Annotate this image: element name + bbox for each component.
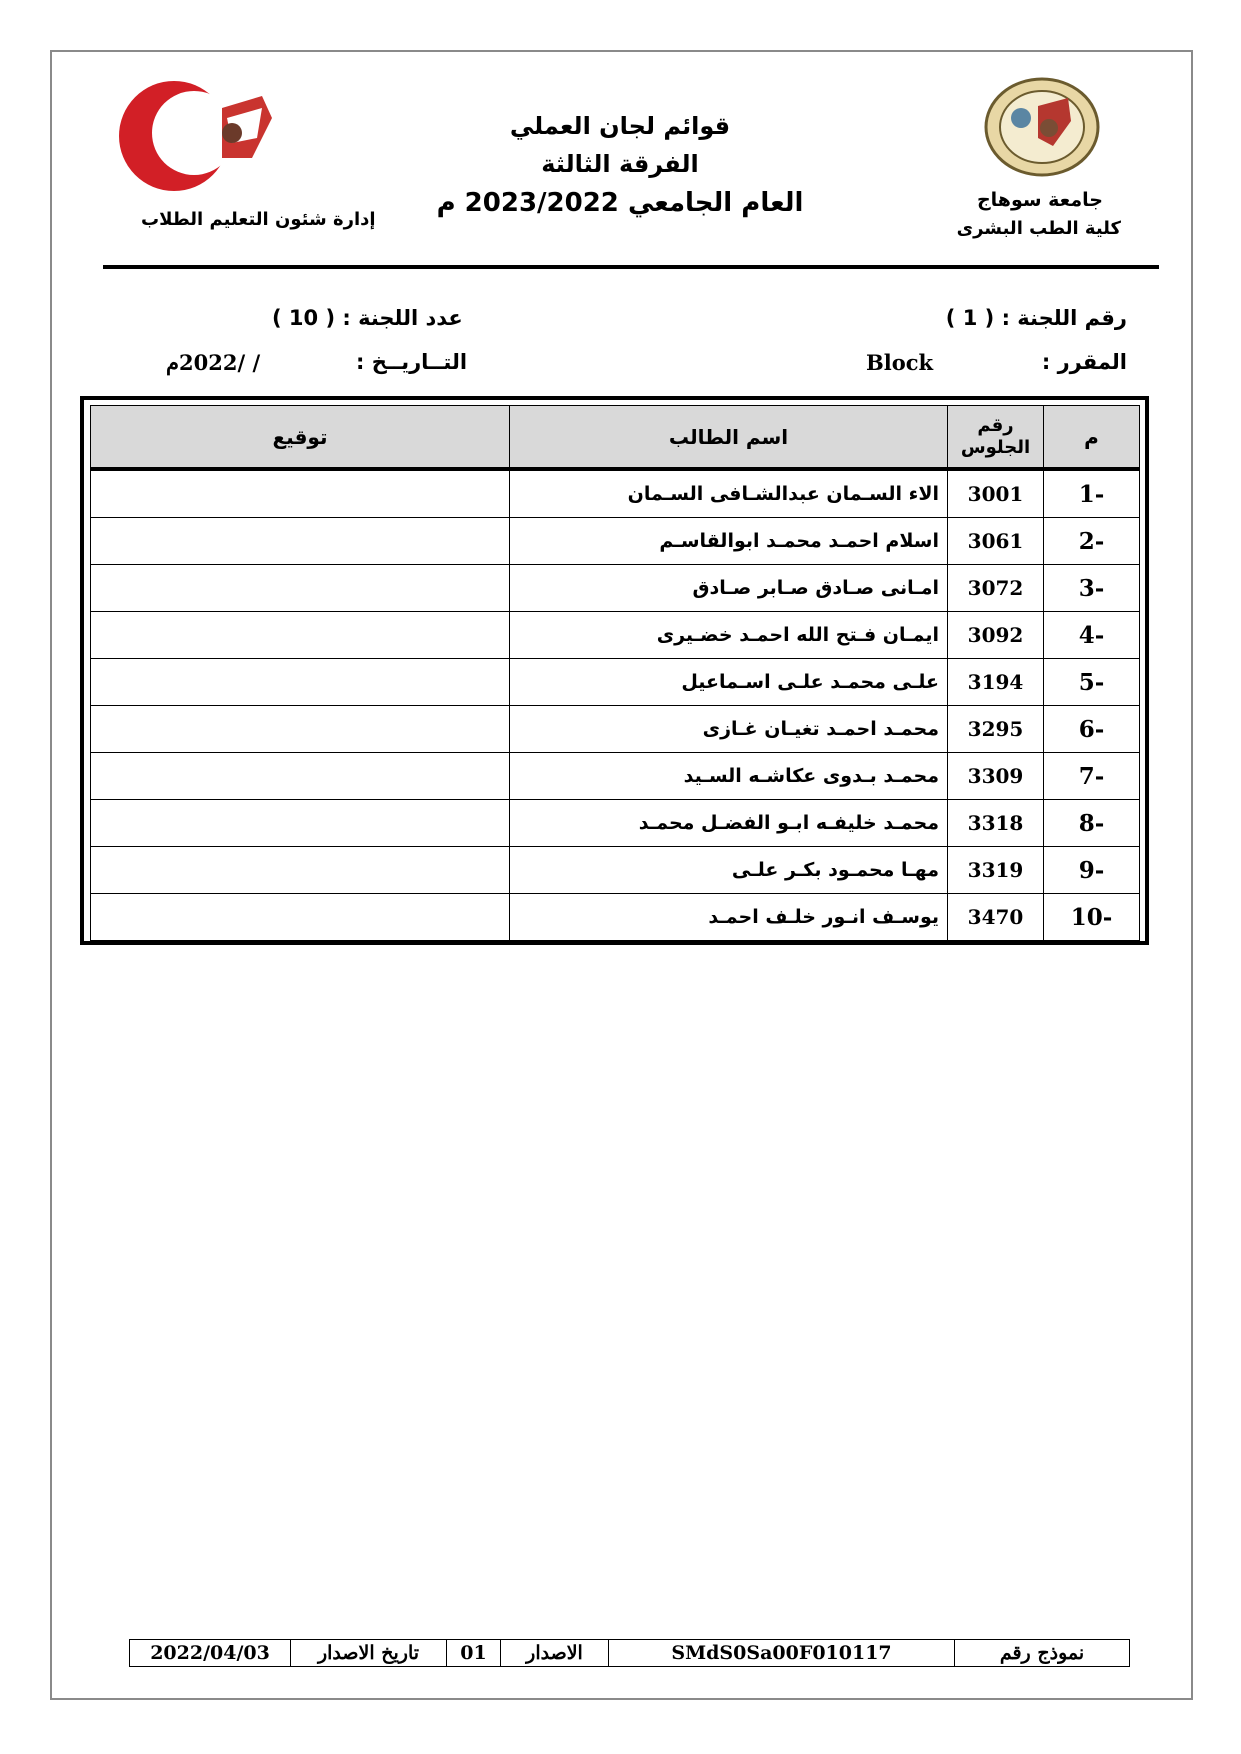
- course-value: Block: [866, 350, 934, 375]
- row-signature-cell[interactable]: [91, 518, 510, 565]
- academic-year: العام الجامعي 2023/2022 م: [436, 188, 804, 218]
- document-title: قوائم لجان العملي: [509, 112, 731, 140]
- row-student-name: يوسـف انـور خلـف احمـد: [510, 894, 948, 941]
- table-row: [91, 753, 1140, 800]
- table-row: [91, 894, 1140, 941]
- version-value: 01: [446, 1640, 500, 1666]
- col-header-name: اسم الطالب: [510, 406, 948, 470]
- row-seat-number: 3295: [948, 706, 1044, 753]
- date-value: / /2022م: [166, 350, 261, 375]
- version-label: الاصدار: [500, 1640, 608, 1666]
- course-label: المقرر :: [1041, 350, 1127, 374]
- university-seal-logo: [983, 76, 1101, 178]
- row-index: -5: [1044, 659, 1140, 706]
- row-signature-cell[interactable]: [91, 753, 510, 800]
- committee-number: رقم اللجنة : ( 1 ): [945, 306, 1127, 330]
- table-row: [91, 659, 1140, 706]
- row-index: -2: [1044, 518, 1140, 565]
- row-seat-number: 3309: [948, 753, 1044, 800]
- table-row: [91, 706, 1140, 753]
- table-row: [91, 469, 1140, 518]
- row-signature-cell[interactable]: [91, 659, 510, 706]
- row-student-name: امـانى صـادق صـابر صـادق: [510, 565, 948, 612]
- row-index: -4: [1044, 612, 1140, 659]
- col-header-index: م: [1044, 406, 1140, 470]
- row-index: -6: [1044, 706, 1140, 753]
- row-seat-number: 3470: [948, 894, 1044, 941]
- university-name: جامعة سوهاج: [976, 189, 1103, 211]
- table-row: [91, 847, 1140, 894]
- row-signature-cell[interactable]: [91, 565, 510, 612]
- row-signature-cell[interactable]: [91, 612, 510, 659]
- document-subtitle: الفرقة الثالثة: [541, 150, 699, 178]
- table-row: [91, 565, 1140, 612]
- header-divider: [103, 265, 1159, 269]
- row-student-name: محمـد بـدوى عكاشـه السـيد: [510, 753, 948, 800]
- committee-count: عدد اللجنة : ( 10 ): [272, 306, 463, 330]
- row-signature-cell[interactable]: [91, 800, 510, 847]
- row-index: -8: [1044, 800, 1140, 847]
- row-signature-cell[interactable]: [91, 847, 510, 894]
- issue-date-value: 2022/04/03: [150, 1642, 270, 1664]
- col-header-signature: توقيع: [91, 406, 510, 470]
- row-index: -10: [1044, 894, 1140, 941]
- table-row: [91, 518, 1140, 565]
- faculty-name: كلية الطب البشرى: [956, 218, 1121, 239]
- document-footer: [129, 1639, 1130, 1667]
- row-seat-number: 3092: [948, 612, 1044, 659]
- row-student-name: ايمـان فـتح الله احمـد خضـيرى: [510, 612, 948, 659]
- row-student-name: محمـد احمـد تغيـان غـازى: [510, 706, 948, 753]
- committee-table: [80, 396, 1149, 945]
- col-header-seat: رقم الجلوس: [948, 406, 1044, 470]
- row-signature-cell[interactable]: [91, 706, 510, 753]
- row-student-name: مهـا محمـود بكـر علـى: [510, 847, 948, 894]
- row-seat-number: 3318: [948, 800, 1044, 847]
- form-no-label: نموذج رقم: [954, 1640, 1129, 1666]
- row-index: -3: [1044, 565, 1140, 612]
- row-student-name: الاء السـمان عبدالشـافى السـمان: [510, 469, 948, 518]
- date-label: التــاريــخ :: [356, 350, 468, 374]
- row-index: -1: [1044, 469, 1140, 518]
- row-seat-number: 3194: [948, 659, 1044, 706]
- row-seat-number: 3001: [948, 469, 1044, 518]
- row-student-name: محمـد خليفـه ابـو الفضـل محمـد: [510, 800, 948, 847]
- issue-date-label: تاريخ الاصدار: [290, 1640, 446, 1666]
- row-seat-number: 3072: [948, 565, 1044, 612]
- row-signature-cell[interactable]: [91, 894, 510, 941]
- form-no-value: SMdS0Sa00F010117: [608, 1640, 954, 1666]
- row-signature-cell[interactable]: [91, 469, 510, 518]
- row-seat-number: 3319: [948, 847, 1044, 894]
- department-name: إدارة شئون التعليم الطلاب: [141, 209, 376, 230]
- row-student-name: اسلام احمـد محمـد ابوالقاسـم: [510, 518, 948, 565]
- row-student-name: علـى محمـد علـى اسـماعيل: [510, 659, 948, 706]
- table-row: [91, 612, 1140, 659]
- row-index: -9: [1044, 847, 1140, 894]
- faculty-seal-logo: [112, 78, 312, 198]
- row-index: -7: [1044, 753, 1140, 800]
- table-header-row: [91, 406, 1140, 470]
- table-row: [91, 800, 1140, 847]
- row-seat-number: 3061: [948, 518, 1044, 565]
